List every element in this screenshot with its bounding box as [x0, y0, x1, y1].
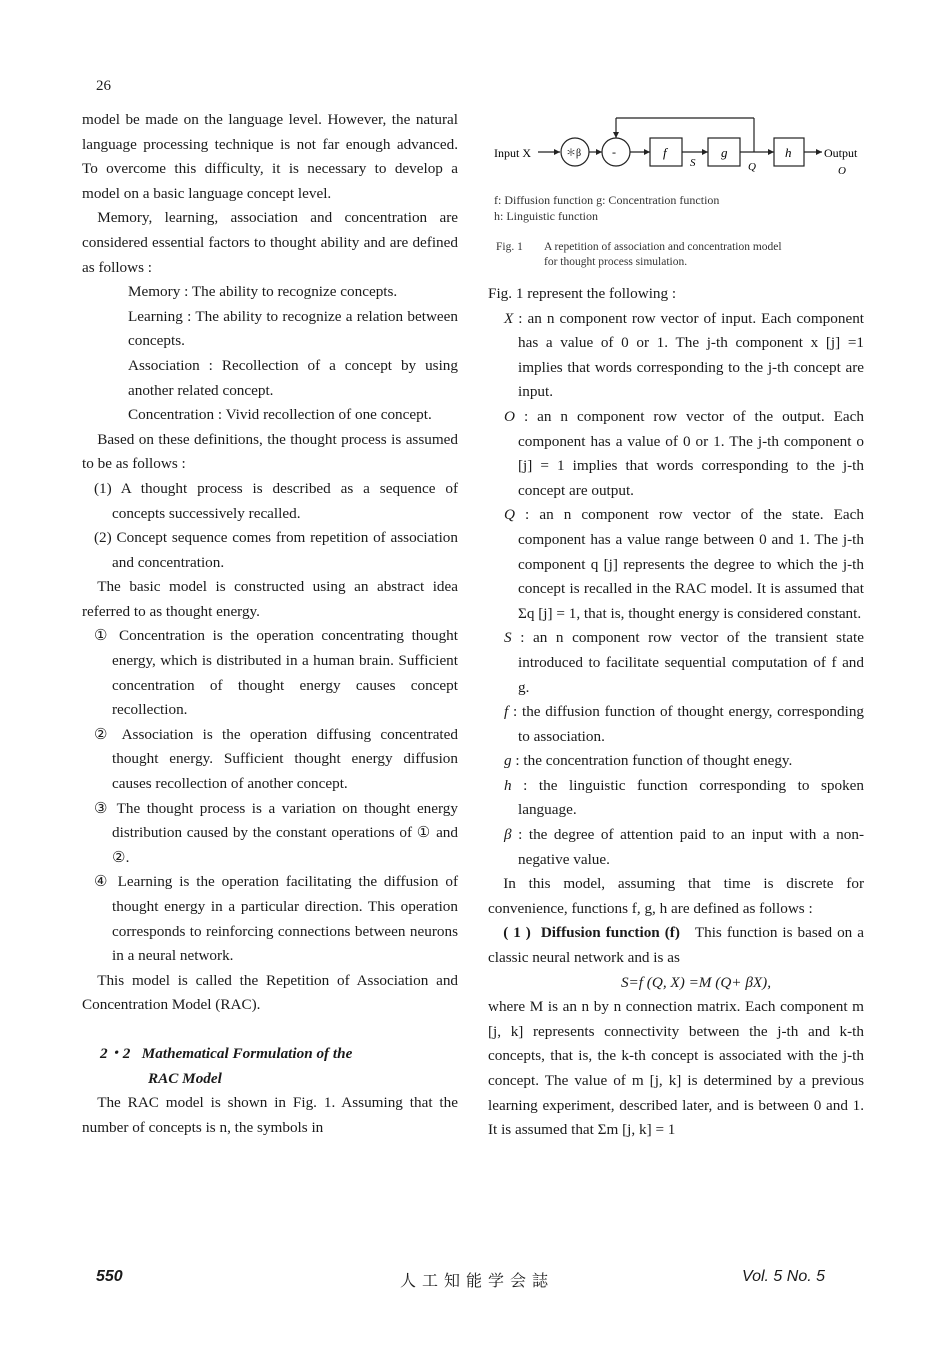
symbol-item [488, 700, 864, 749]
symbol: S [504, 629, 512, 647]
output-label: Output [824, 146, 858, 160]
definition-item: Learning : The ability to recognize a relation between concepts. [128, 307, 458, 350]
page-number: 26 [96, 78, 111, 94]
operation-item [82, 797, 458, 871]
figure-1 [488, 112, 864, 282]
subsection-number: ( 1 ) [503, 924, 531, 942]
definition-term: Association [128, 356, 200, 374]
o-label: O [838, 165, 846, 177]
legend-line: f: Diffusion function g: Concentration function [494, 193, 720, 207]
left-column [82, 108, 458, 1140]
paragraph: Memory, learning, association and concentration are considered essential factors to thought ability and are defined as follows : [82, 209, 458, 276]
symbol-item [488, 749, 864, 774]
paragraph: where M is an n by n connection matrix. Each component m [j, k] represents connectivity between the j-th and k-th concepts, that is, the k-th concept is associated with the j-th concept. The value of m [j, k] is determined by a previous learning experiment, described later, and is between 0 and 1. It is assumed that Σm [j, k] = 1 [488, 998, 864, 1139]
symbol-text: : an n component row vector of the state. Each component has a value range between 0 and 1. The j-th component q [j] represents the degree to which the j-th concept is recalled in the RAC model. It is assumed that Σq [j] = 1, that is, thought energy is considered constant. [518, 506, 865, 622]
item-text: Learning is the operation facilitating the diffusion of thought energy in a particular direction. This operation corresponds to reinforcing connections between neurons in a neural network. [112, 873, 459, 965]
symbol-item [488, 774, 864, 823]
symbol-item [488, 626, 864, 700]
symbol: g [504, 752, 512, 770]
symbol-text: : the linguistic function corresponding to spoken language. [518, 776, 865, 819]
paragraph: Based on these definitions, the thought process is assumed to be as follows : [82, 430, 458, 473]
item-number: (1) [94, 479, 112, 497]
equation-text: S=f (Q, X) =M (Q+ βX), [620, 973, 772, 991]
definition-item: Memory : The ability to recognize concepts. [128, 283, 398, 301]
definition-term: Memory [128, 283, 181, 301]
paragraph: In this model, assuming that time is discrete for convenience, functions f, g, h are defined as follows : [488, 875, 864, 917]
symbol-text: : the diffusion function of thought energy, corresponding to association. [513, 703, 865, 745]
item-number: ① [94, 627, 112, 645]
definition-text: Recollection of a concept by using another related concept. [128, 356, 458, 399]
symbol: β [504, 826, 512, 844]
subsection-paragraph [488, 921, 864, 970]
paragraph: The RAC model is shown in Fig. 1. Assuming that the number of concepts is n, the symbols in [82, 1094, 458, 1136]
item-number: ③ [94, 799, 111, 817]
symbol-text: : the concentration function of thought enegy. [515, 752, 793, 770]
figure-caption [496, 240, 866, 270]
symbol-item [488, 503, 864, 626]
paragraph: Fig. 1 represent the following : [488, 285, 677, 302]
section-title: Mathematical Formulation of the [141, 1044, 353, 1062]
subsection-text: This function is based on a classic neural network and is as [488, 924, 864, 967]
symbol-item [488, 405, 864, 503]
symbol-item [488, 307, 864, 405]
definition-item: Concentration : Vivid recollection of one concept. [128, 406, 432, 424]
paragraph: This model is called the Repetition of Association and Concentration Model (RAC). [82, 971, 458, 1014]
definition-text: The ability to recognize a relation between concepts. [128, 307, 458, 350]
s-label: S [690, 157, 696, 169]
h-box-label: h [785, 145, 792, 160]
item-text: The thought process is a variation on thought energy distribution caused by the constant operations of ① and ②. [112, 799, 458, 866]
definition-list [82, 280, 458, 428]
symbol-text: : an n component row vector of the transient state introduced to facilitate sequential computation of f and g. [518, 629, 865, 696]
sum-symbol: - [612, 145, 616, 159]
item-text: Association is the operation diffusing concentrated thought energy. Sufficient thought energy diffusion causes recollection of another concept. [112, 725, 458, 793]
subsection-title: Diffusion function (f) [540, 924, 680, 942]
block-diagram [488, 112, 864, 190]
item-text: Concept sequence comes from repetition of association and concentration. [112, 529, 458, 571]
symbol-text: : an n component row vector of input. Each component has a value of 0 or 1. The j-th component x [j] =1 implies that words corresponding to the j-th concept are input. [518, 309, 865, 401]
symbol: Q [504, 506, 515, 524]
caption-label: Fig. 1 [496, 241, 523, 253]
footer-journal-title: 人工知能学会誌 [400, 1273, 555, 1290]
q-label: Q [748, 161, 756, 173]
symbol: f [504, 703, 509, 721]
footer-page-number: 550 [96, 1268, 123, 1285]
definition-term: Learning [128, 307, 183, 325]
symbol-text: : the degree of attention paid to an input with a non-negative value. [518, 826, 864, 868]
paragraph: model be made on the language level. However, the natural language processing technique is not far enough advanced. To overcome this difficulty, it is necessary to develop a model on a basic language concept level. [82, 111, 458, 202]
assumption-item [82, 477, 458, 526]
g-box-label: g [721, 145, 728, 160]
symbol: X [504, 309, 514, 327]
caption-text-cont: for thought process simulation. [544, 256, 688, 268]
paragraph: The basic model is constructed using an abstract idea referred to as thought energy. [82, 578, 458, 620]
symbol-item [488, 823, 864, 872]
item-number: ② [94, 725, 114, 743]
footer-volume: Vol. 5 No. 5 [742, 1268, 826, 1285]
caption-text: A repetition of association and concentration model [544, 241, 782, 253]
operation-item [82, 870, 458, 968]
operation-item [82, 624, 458, 722]
equation [488, 971, 864, 996]
input-label: Input X [494, 146, 531, 160]
section-number: 2・2 [100, 1044, 131, 1062]
item-text: Concentration is the operation concentrating thought energy, which is distributed in a human brain. Sufficient concentration of thought energy causes concept recollection. [112, 627, 458, 719]
right-column [488, 282, 864, 1143]
assumption-item [82, 526, 458, 575]
symbol: h [504, 776, 512, 794]
item-number: ④ [94, 873, 111, 891]
beta-label: ＊β [566, 148, 582, 159]
figure-legend [494, 192, 719, 224]
symbol: O [504, 407, 515, 425]
section-heading [82, 1042, 458, 1091]
definition-item: Association : Recollection of a concept by using another related concept. [128, 356, 458, 399]
symbol-text: : an n component row vector of the output. Each component has a value of 0 or 1. The j-th component o [j] = 1 implies that words corresponding to the j-th concept are output. [518, 407, 864, 499]
definition-text: The ability to recognize concepts. [191, 283, 398, 301]
item-number: (2) [94, 529, 112, 547]
item-text: A thought process is described as a sequence of concepts successively recalled. [112, 479, 458, 522]
legend-line: h: Linguistic function [494, 209, 598, 223]
f-box-label: f [663, 145, 667, 160]
operation-item [82, 723, 458, 797]
definition-term: Concentration [128, 406, 215, 424]
definition-text: Vivid recollection of one concept. [225, 406, 432, 424]
section-title-cont: RAC Model [148, 1069, 222, 1087]
